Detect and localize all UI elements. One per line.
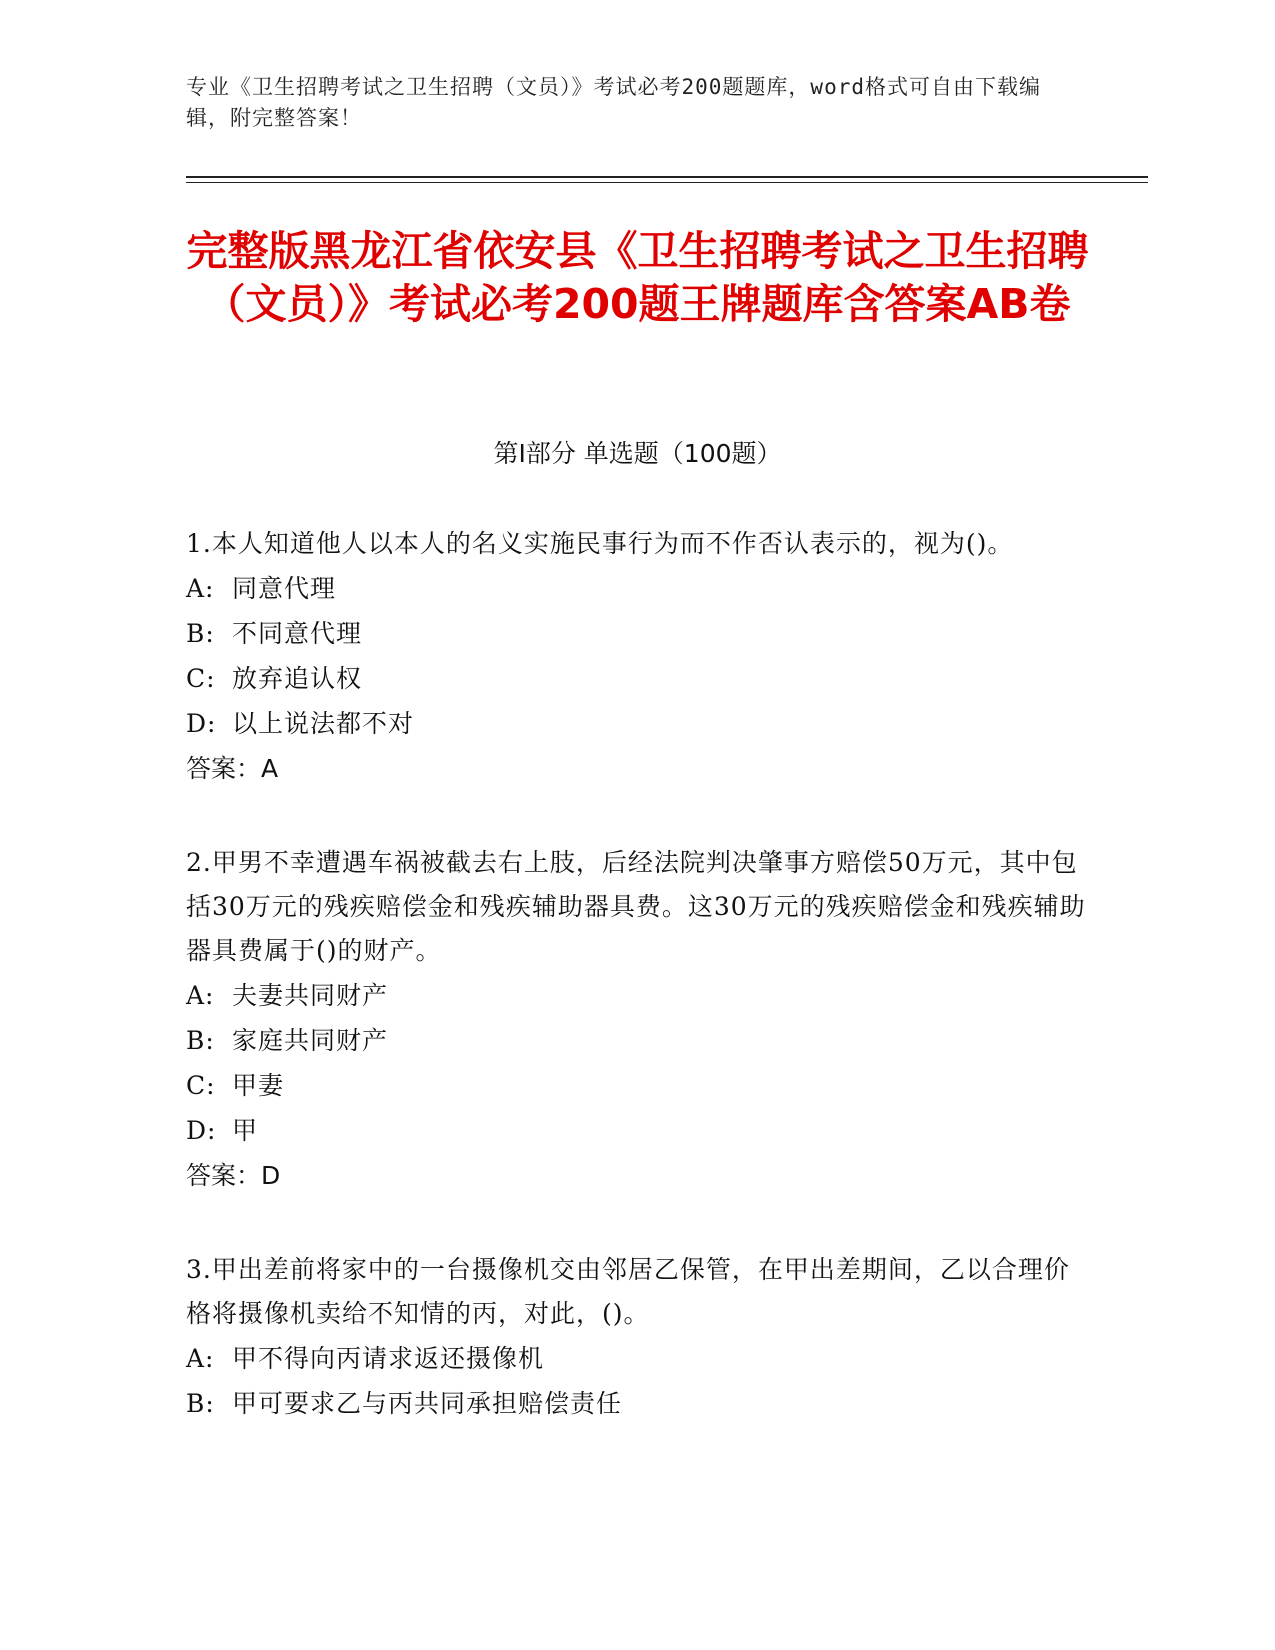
option-letter: B: — [186, 619, 215, 648]
option-letter: D: — [186, 709, 217, 738]
option-text: 甲 — [232, 1116, 259, 1145]
question-stem: 2.甲男不幸遭遇车祸被截去右上肢，后经法院判决肇事方赔偿50万元，其中包括30万元的残疾赔偿金和残疾辅助器具费。这30万元的残疾赔偿金和残疾辅助器具费属于()的财产。 — [186, 848, 1086, 965]
option-text: 甲不得向丙请求返还摄像机 — [232, 1344, 545, 1373]
header-note: 专业《卫生招聘考试之卫生招聘（文员）》考试必考200题题库，word格式可自由下载编辑，附完整答案！ — [186, 75, 1041, 130]
document-title: 完整版黑龙江省依安县《卫生招聘考试之卫生招聘（文员）》考试必考200题王牌题库含答案AB卷 — [186, 227, 1089, 328]
option-text: 家庭共同财产 — [232, 1026, 389, 1055]
option-letter: C: — [186, 1071, 216, 1100]
option-a — [186, 566, 1086, 611]
option-a — [186, 973, 1086, 1018]
question-2 — [186, 841, 1086, 1198]
answer-line: 答案：D — [186, 1161, 281, 1190]
option-text: 同意代理 — [232, 574, 337, 603]
option-letter: D: — [186, 1116, 217, 1145]
question-stem: 1.本人知道他人以本人的名义实施民事行为而不作否认表示的，视为()。 — [186, 529, 1014, 558]
option-text: 夫妻共同财产 — [232, 981, 389, 1010]
question-stem: 3.甲出差前将家中的一台摄像机交由邻居乙保管，在甲出差期间，乙以合理价格将摄像机卖给不知情的丙，对此，()。 — [186, 1255, 1070, 1328]
option-b — [186, 1381, 1086, 1426]
option-letter: A: — [186, 1344, 215, 1373]
option-text: 甲妻 — [232, 1071, 285, 1100]
option-letter: A: — [186, 981, 215, 1010]
question-1 — [186, 522, 1086, 791]
option-c — [186, 656, 1086, 701]
option-a — [186, 1336, 1086, 1381]
option-letter: C: — [186, 664, 216, 693]
section-title: 第I部分 单选题（100题） — [493, 439, 782, 468]
option-d — [186, 701, 1086, 746]
option-text: 不同意代理 — [232, 619, 363, 648]
header-divider-thick — [186, 176, 1148, 178]
option-letter: B: — [186, 1026, 215, 1055]
option-b — [186, 1018, 1086, 1063]
header-divider-thin — [186, 182, 1148, 183]
answer-line: 答案：A — [186, 754, 279, 783]
question-3 — [186, 1248, 1086, 1426]
question-list — [186, 522, 1086, 1476]
option-letter: B: — [186, 1389, 215, 1418]
option-letter: A: — [186, 574, 215, 603]
option-b — [186, 611, 1086, 656]
option-c — [186, 1063, 1086, 1108]
option-text: 以上说法都不对 — [232, 709, 415, 738]
option-d — [186, 1108, 1086, 1153]
option-text: 甲可要求乙与丙共同承担赔偿责任 — [232, 1389, 623, 1418]
option-text: 放弃追认权 — [232, 664, 363, 693]
